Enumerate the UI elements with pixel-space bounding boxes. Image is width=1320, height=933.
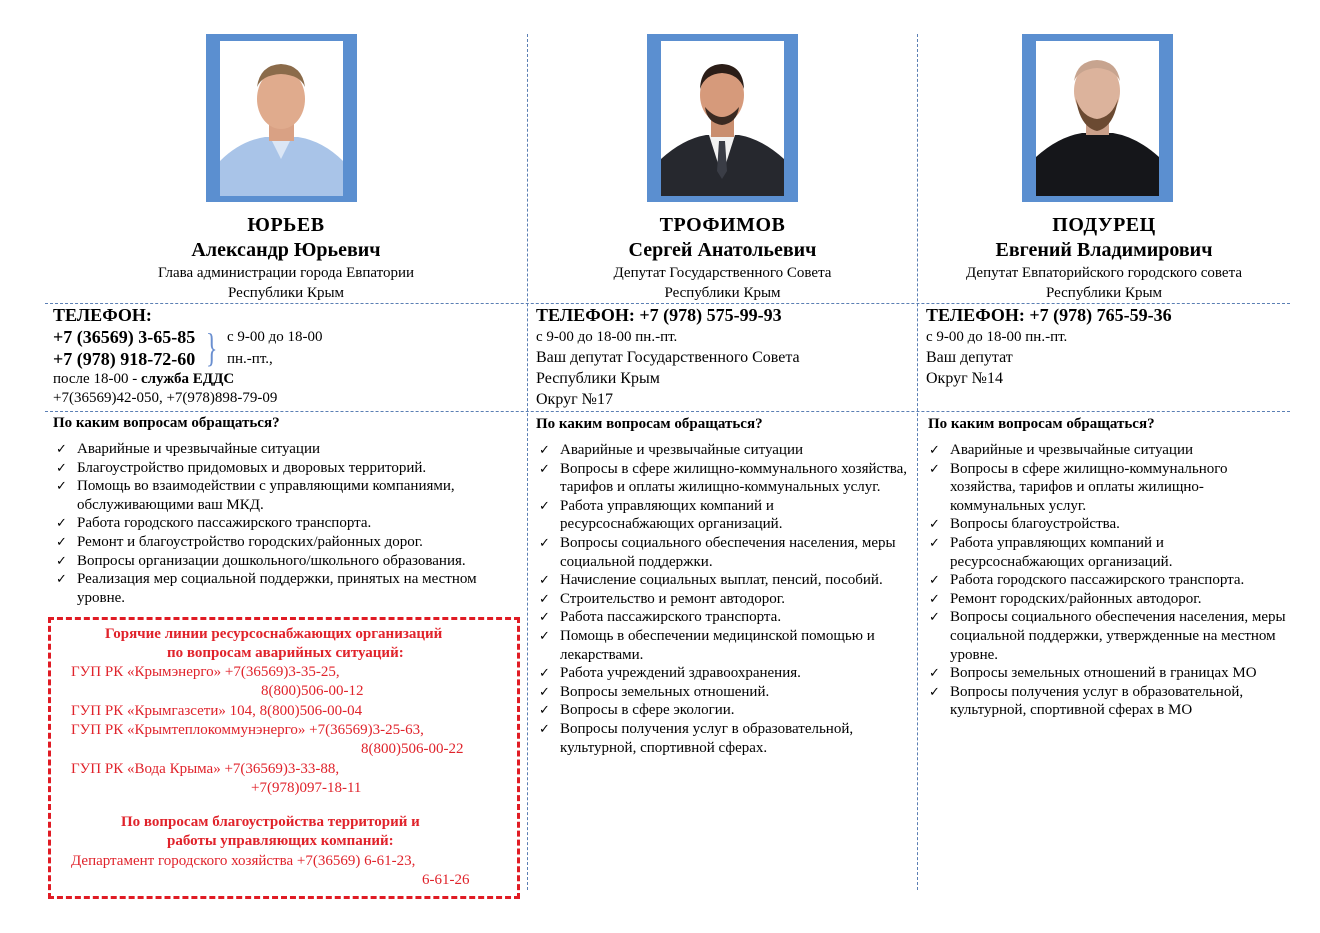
check-icon: ✓ — [539, 683, 550, 699]
list-item: ✓ Вопросы получения услуг в образовательной, культурной, спортивной сферах. — [539, 720, 854, 756]
phone-number-1: +7 (36569) 3-65-85 — [53, 327, 196, 347]
hotline-krymteplo: ГУП РК «Крымтеплокоммунэнерго» +7(36569)3-25-63, — [71, 722, 424, 738]
hotline-krymteplo-2: 8(800)506-00-22 — [361, 741, 464, 757]
check-icon: ✓ — [929, 442, 940, 457]
working-hours: с 9-00 до 18-00 — [227, 329, 323, 345]
working-hours: с 9-00 до 18-00 пн.-пт. — [536, 329, 678, 345]
full-name: Евгений Владимирович — [995, 239, 1213, 261]
surname: ПОДУРЕЦ — [1052, 214, 1156, 236]
check-icon: ✓ — [539, 497, 550, 513]
hotline-krymgazseti: ГУП РК «Крымгазсети» 104, 8(800)506-00-04 — [71, 703, 363, 719]
working-days: пн.-пт., — [227, 351, 273, 367]
check-icon: ✓ — [929, 609, 940, 625]
list-item: ✓ Вопросы в сфере жилищно-коммунального хозяйства, тарифов и оплаты жилищно-коммунальных услуг. — [929, 460, 1228, 514]
hotline-krymenergo: ГУП РК «Крымэнерго» +7(36569)3-35-25, — [71, 664, 340, 680]
questions-list — [926, 441, 1286, 720]
hotline-voda: ГУП РК «Вода Крыма» +7(36569)3-33-88, — [71, 761, 340, 777]
position-line-2: Республики Крым — [1045, 285, 1163, 301]
check-icon: ✓ — [56, 441, 67, 456]
check-icon: ✓ — [929, 665, 940, 681]
list-item: ✓ Вопросы социального обеспечения населения, меры социальной поддержки. — [539, 534, 896, 570]
check-icon: ✓ — [56, 571, 67, 587]
check-icon: ✓ — [56, 552, 67, 568]
phone-number-2: +7 (978) 918-72-60 — [53, 349, 196, 369]
photo-frame — [206, 34, 357, 202]
check-icon: ✓ — [56, 515, 67, 531]
hotline-department-2: 6-61-26 — [422, 872, 470, 888]
position-line-1: Глава администрации города Евпатории — [157, 265, 415, 281]
hotlines-box — [48, 617, 520, 899]
list-item: ✓ Вопросы получения услуг в образовательной, культурной, спортивной сферах в МО — [929, 683, 1244, 719]
check-icon: ✓ — [56, 478, 67, 494]
list-item: ✓ Ремонт городских/районных автодорог. — [929, 590, 1202, 607]
phone-label: ТЕЛЕФОН: — [53, 305, 152, 325]
list-item: ✓ Вопросы социального обеспечения населения, меры социальной поддержки, утвержденные на местном уровне. — [929, 609, 1286, 663]
list-item: ✓ Вопросы в сфере жилищно-коммунального хозяйства, тарифов и оплаты жилищно-коммунальных услуг. — [539, 460, 908, 496]
hotlines-title-1: Горячие линии ресурсоснабжающих организаций — [105, 626, 443, 642]
hotlines-title-2: по вопросам аварийных ситуаций: — [167, 645, 404, 661]
deputy-district: Округ №14 — [926, 370, 1003, 387]
photo-frame — [647, 34, 798, 202]
list-item: ✓ Работа городского пассажирского транспорта. — [929, 572, 1245, 589]
deputy-info-1: Ваш депутат Государственного Совета — [536, 349, 800, 366]
brace-icon: } — [205, 325, 218, 370]
surname: ТРОФИМОВ — [659, 214, 786, 236]
check-icon: ✓ — [929, 534, 940, 550]
list-item: ✓ Аварийные и чрезвычайные ситуации — [929, 442, 1194, 458]
column-trofimov — [528, 0, 917, 933]
check-icon: ✓ — [539, 460, 550, 476]
list-item: ✓ Работа городского пассажирского транспорта. — [56, 515, 372, 532]
check-icon: ✓ — [539, 590, 550, 606]
surname: ЮРЬЕВ — [247, 214, 325, 236]
hotline-krymenergo-2: 8(800)506-00-12 — [261, 683, 364, 699]
list-item: ✓ Ремонт и благоустройство городских/районных дорог. — [56, 533, 423, 550]
position-line-2: Республики Крым — [227, 285, 345, 301]
check-icon: ✓ — [929, 590, 940, 606]
phone-line: ТЕЛЕФОН: +7 (978) 575-99-93 — [536, 305, 782, 325]
list-item: ✓ Вопросы организации дошкольного/школьного образования. — [56, 552, 466, 569]
check-icon: ✓ — [539, 442, 550, 457]
list-item: ✓ Аварийные и чрезвычайные ситуации — [56, 441, 321, 457]
list-item: ✓ Вопросы земельных отношений в границах МО — [929, 665, 1257, 682]
check-icon: ✓ — [539, 702, 550, 718]
landscaping-title-2: работы управляющих компаний: — [167, 833, 394, 849]
check-icon: ✓ — [539, 572, 550, 588]
deputy-info-1: Ваш депутат — [926, 349, 1013, 366]
list-item: ✓ Начисление социальных выплат, пенсий, пособий. — [539, 572, 883, 589]
check-icon: ✓ — [929, 683, 940, 699]
portrait-photo-yuriev — [220, 41, 343, 196]
landscaping-title-1: По вопросам благоустройства территорий и — [121, 814, 420, 830]
list-item: ✓ Вопросы в сфере экологии. — [539, 702, 735, 719]
check-icon: ✓ — [56, 533, 67, 549]
deputy-info-2: Республики Крым — [536, 370, 660, 387]
hotline-voda-2: +7(978)097-18-11 — [251, 780, 362, 796]
edds-service: служба ЕДДС — [140, 371, 235, 387]
questions-list — [536, 441, 910, 757]
questions-title: По каким вопросам обращаться? — [928, 416, 1155, 432]
list-item: ✓ Вопросы благоустройства. — [929, 516, 1120, 533]
list-item: ✓ Строительство и ремонт автодорог. — [539, 590, 785, 607]
position-line-1: Депутат Государственного Совета — [613, 265, 832, 281]
check-icon: ✓ — [929, 460, 940, 476]
list-item: ✓ Работа учреждений здравоохранения. — [539, 665, 801, 682]
after-hours-note — [53, 371, 234, 388]
full-name: Сергей Анатольевич — [628, 239, 817, 261]
check-icon: ✓ — [539, 720, 550, 736]
check-icon: ✓ — [56, 459, 67, 475]
list-item: ✓ Аварийные и чрезвычайные ситуации — [539, 442, 804, 458]
list-item: ✓ Реализация мер социальной поддержки, принятых на местном уровне. — [56, 571, 477, 606]
after-hours-prefix: после 18-00 - — [53, 371, 141, 387]
questions-title: По каким вопросам обращаться? — [53, 415, 280, 431]
portrait-photo-podurets — [1036, 41, 1159, 196]
working-hours: с 9-00 до 18-00 пн.-пт. — [926, 329, 1068, 345]
check-icon: ✓ — [929, 516, 940, 532]
list-item: ✓ Благоустройство придомовых и дворовых территорий. — [56, 459, 427, 476]
check-icon: ✓ — [539, 627, 550, 643]
check-icon: ✓ — [539, 534, 550, 550]
edds-phones: +7(36569)42-050, +7(978)898-79-09 — [53, 390, 278, 406]
list-item: ✓ Вопросы земельных отношений. — [539, 683, 770, 700]
list-item: ✓ Помощь во взаимодействии с управляющими компаниями, обслуживающими ваш МКД. — [56, 478, 455, 513]
deputy-district: Округ №17 — [536, 391, 613, 408]
portrait-photo-trofimov — [661, 41, 784, 196]
list-item: ✓ Работа управляющих компаний и ресурсоснабжающих организаций. — [929, 534, 1173, 570]
hotline-department: Департамент городского хозяйства +7(36569) 6-61-23, — [71, 853, 416, 869]
photo-frame — [1022, 34, 1173, 202]
list-item: ✓ Работа управляющих компаний и ресурсоснабжающих организаций. — [539, 497, 783, 533]
questions-title: По каким вопросам обращаться? — [536, 416, 763, 432]
position-line-2: Республики Крым — [664, 285, 781, 301]
full-name: Александр Юрьевич — [191, 239, 381, 261]
check-icon: ✓ — [539, 609, 550, 625]
list-item: ✓ Работа пассажирского транспорта. — [539, 609, 782, 626]
phone-line: ТЕЛЕФОН: +7 (978) 765-59-36 — [926, 305, 1172, 325]
list-item: ✓ Помощь в обеспечении медицинской помощью и лекарствами. — [539, 627, 875, 663]
column-podurets — [918, 0, 1290, 933]
check-icon: ✓ — [929, 572, 940, 588]
check-icon: ✓ — [539, 665, 550, 681]
position-line-1: Депутат Евпаторийского городского совета — [966, 265, 1242, 281]
questions-list — [53, 440, 523, 607]
